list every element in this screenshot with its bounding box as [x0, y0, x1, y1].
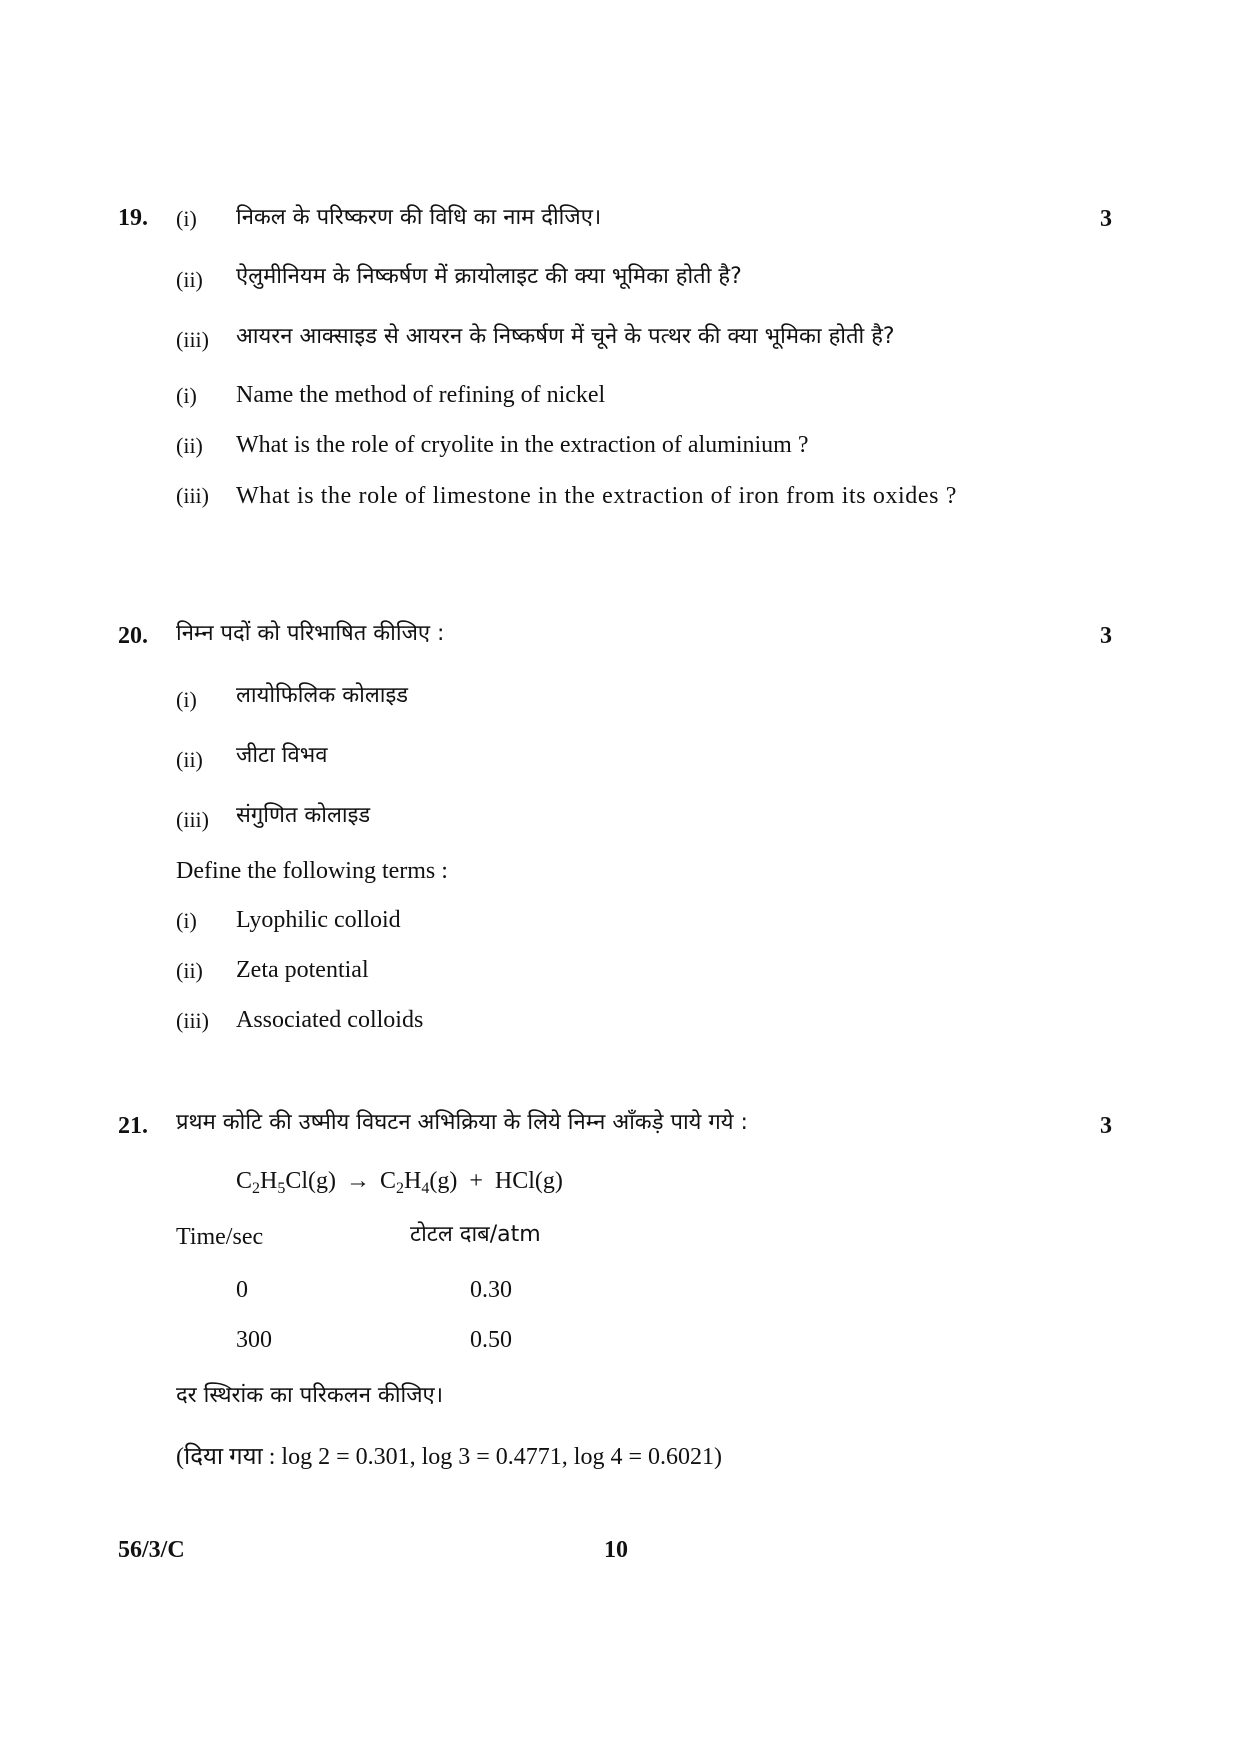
q21-given: (दिया गया : log 2 = 0.301, log 3 = 0.4771, log 4 = 0.6021) — [176, 1444, 723, 1470]
table-cell-time-0: 0 — [236, 1277, 248, 1303]
table-cell-time-1: 300 — [236, 1327, 272, 1353]
q20-en-ii-label: (ii) — [176, 958, 203, 983]
q20-en-i-text: Lyophilic colloid — [236, 907, 401, 933]
q19-en-i-text: Name the method of refining of nickel — [236, 382, 606, 408]
q21-hindi-prompt: प्रथम कोटि की उष्मीय विघटन अभिक्रिया के लिये निम्न आँकड़े पाये गये : — [176, 1110, 748, 1135]
q20-hi-i-label: (i) — [176, 687, 197, 712]
q21-marks: 3 — [1100, 1113, 1112, 1139]
q20-en-iii-text: Associated colloids — [236, 1007, 424, 1033]
question-number-21: 21. — [118, 1113, 148, 1139]
q19-en-iii-label: (iii) — [176, 483, 209, 508]
q19-en-i-label: (i) — [176, 383, 197, 408]
q19-hi-i-text: निकल के परिष्करण की विधि का नाम दीजिए। — [236, 205, 602, 230]
table-cell-pressure-1: 0.50 — [470, 1327, 512, 1353]
q19-hi-ii-label: (ii) — [176, 267, 203, 292]
q20-hi-ii-text: जीटा विभव — [236, 743, 328, 768]
q20-marks: 3 — [1100, 623, 1112, 649]
q21-chemical-equation: $C_2H_5Cl(g) \to C_2H_4(g) + HCl(g)$ — [236, 1168, 563, 1197]
q21-instruction: दर स्थिरांक का परिकलन कीजिए। — [176, 1383, 444, 1408]
q19-hi-iii-label: (iii) — [176, 327, 209, 352]
table-cell-pressure-0: 0.30 — [470, 1277, 512, 1303]
q19-en-ii-label: (ii) — [176, 433, 203, 458]
q20-hi-i-text: लायोफिलिक कोलाइड — [236, 683, 409, 708]
q19-hi-iii-text: आयरन आक्साइड से आयरन के निष्कर्षण में चूने के पत्थर की क्या भूमिका होती है? — [236, 324, 895, 349]
question-number-19: 19. — [118, 205, 148, 231]
table-header-pressure: टोटल दाब/atm — [410, 1222, 541, 1247]
q20-en-i-label: (i) — [176, 908, 197, 933]
q20-hi-ii-label: (ii) — [176, 747, 203, 772]
q20-en-ii-text: Zeta potential — [236, 957, 369, 983]
q20-hindi-prompt: निम्न पदों को परिभाषित कीजिए : — [176, 621, 445, 646]
table-header-time: Time/sec — [176, 1224, 264, 1250]
q20-en-iii-label: (iii) — [176, 1008, 209, 1033]
q19-en-iii-text: What is the role of limestone in the extraction of iron from its oxides ? — [236, 483, 957, 509]
q19-marks: 3 — [1100, 206, 1112, 232]
q19-en-ii-text: What is the role of cryolite in the extraction of aluminium ? — [236, 432, 809, 458]
q19-hi-i-label: (i) — [176, 206, 197, 231]
q20-hi-iii-text: संगुणित कोलाइड — [236, 803, 371, 828]
paper-code: 56/3/C — [118, 1537, 185, 1563]
q20-english-prompt: Define the following terms : — [176, 858, 448, 884]
q20-hi-iii-label: (iii) — [176, 807, 209, 832]
reaction-arrow: → — [346, 1168, 371, 1194]
page-number: 10 — [604, 1537, 628, 1563]
question-number-20: 20. — [118, 623, 148, 649]
q19-hi-ii-text: ऐलुमीनियम के निष्कर्षण में क्रायोलाइट की क्या भूमिका होती है? — [236, 264, 742, 289]
